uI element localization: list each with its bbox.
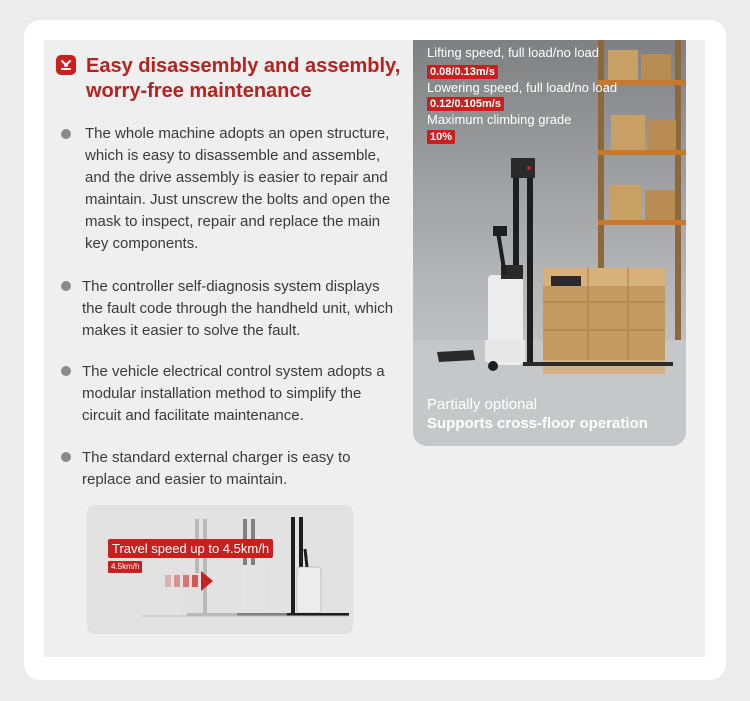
feature-text: The vehicle electrical control system adopts a modular installation method to simplify the circuit and facilitate maintenance. [82,363,385,424]
travel-speed-label: Travel speed up to 4.5km/h [108,539,273,558]
spec-label: Lifting speed, full load/no load [427,45,600,60]
bullet-dot [61,452,71,462]
feature-text: The standard external charger is easy to replace and easier to maintain. [82,449,351,488]
bullet-dot [61,281,71,291]
feature-text: The whole machine adopts an open structure, which is easy to disassemble and assemble, and the drive assembly is easier to repair and maintain. Just unscrew the bolts and open the mask to inspect, repair and replace the main key components. [85,125,391,252]
section-title: Easy disassembly and assembly, worry-free maintenance [86,55,401,102]
stacker-photo [413,40,686,446]
photo-note: Partially optional [427,396,538,413]
spec-label: Lowering speed, full load/no load [427,80,618,95]
travel-speed-badge: 4.5km/h [108,561,142,573]
spec-label: Maximum climbing grade [427,112,572,127]
wrench-icon [56,55,76,75]
spec-value-badge: 10% [427,130,455,144]
spec-value-badge: 0.08/0.13m/s [427,65,498,79]
bullet-dot [61,366,71,376]
travel-speed-image [87,505,353,634]
photo-note-bold: Supports cross-floor operation [427,415,648,432]
spec-value-badge: 0.12/0.105m/s [427,97,504,111]
bullet-dot [61,129,71,139]
feature-text: The controller self-diagnosis system displays the fault code through the handheld unit, which makes it easier to solve the fault. [82,278,394,339]
